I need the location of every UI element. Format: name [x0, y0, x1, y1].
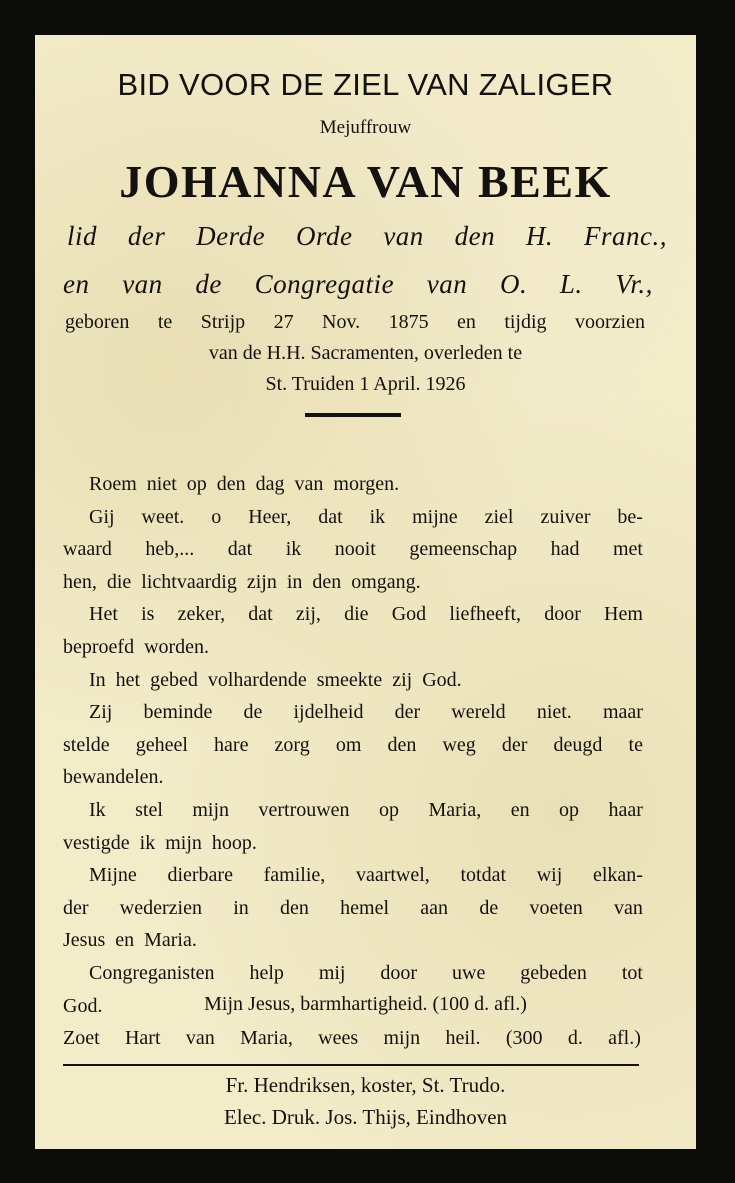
word: dierbare: [167, 864, 233, 887]
word: Maria,: [240, 1027, 293, 1049]
word: van: [426, 269, 468, 299]
verse-line: [89, 669, 643, 692]
word: door: [544, 603, 581, 626]
death-line-1: van de H.H. Sacramenten, overleden te: [208, 342, 523, 364]
word: van: [383, 221, 424, 251]
word: waard: [63, 538, 112, 561]
verse-text: Jesus en Maria.: [63, 929, 197, 952]
word: den: [280, 896, 309, 919]
divider-long: [63, 1064, 639, 1066]
verse-line: [63, 897, 643, 920]
word: voeten: [529, 896, 583, 919]
word: be-: [617, 505, 643, 528]
word: geheel: [135, 733, 188, 756]
word: tot: [621, 962, 643, 984]
word: hemel: [340, 896, 390, 919]
word: der: [501, 733, 528, 756]
word: 1875: [388, 311, 429, 333]
word: heil.: [445, 1027, 481, 1049]
word: Orde: [295, 221, 353, 251]
verse-line: [63, 734, 643, 757]
word: familie,: [263, 864, 326, 887]
word: te: [157, 311, 173, 333]
word: aan: [420, 896, 449, 919]
verse-line: [89, 799, 643, 822]
word: mij: [318, 962, 346, 984]
word: deugd: [553, 733, 603, 756]
word: gebeden: [520, 962, 587, 984]
word: om: [335, 733, 362, 756]
word: Congreganisten: [89, 962, 215, 984]
word: dat: [227, 538, 253, 561]
word: die: [344, 603, 369, 626]
word: der: [63, 896, 89, 919]
word: God: [391, 603, 427, 626]
word: Zoet: [63, 1027, 100, 1049]
word: L.: [559, 269, 583, 299]
word: Het: [89, 603, 118, 626]
word: zorg: [274, 733, 310, 756]
word: weg: [442, 733, 476, 756]
word: voorzien: [574, 311, 645, 333]
word: wereld: [451, 701, 506, 724]
footer-line-1: Fr. Hendriksen, koster, St. Trudo.: [225, 1073, 506, 1097]
word: help: [249, 962, 284, 984]
word: had: [550, 538, 580, 561]
word: zuiver: [540, 505, 591, 528]
word: stelde: [63, 733, 110, 756]
word: de: [479, 896, 499, 919]
word: gemeenschap: [409, 538, 518, 561]
order-line-1: [67, 221, 667, 252]
word: te: [628, 733, 643, 756]
word: Hem: [604, 603, 643, 626]
word: der: [394, 701, 421, 724]
verse-line: [63, 538, 643, 561]
word: den: [454, 221, 496, 251]
word: Nov.: [322, 311, 361, 333]
word: en: [63, 269, 90, 299]
word: met: [613, 538, 643, 561]
word: uwe: [452, 962, 486, 984]
death-line-2: St. Truiden 1 April. 1926: [265, 373, 466, 395]
word: van: [185, 1027, 215, 1049]
word: weet.: [141, 505, 185, 528]
verse-text: God.: [63, 994, 103, 1017]
word: haar: [608, 799, 643, 821]
word: maar: [602, 701, 643, 724]
verse-line: [63, 929, 643, 952]
word: Mijne: [89, 864, 137, 887]
verse-line: [63, 571, 643, 594]
word: beminde: [143, 701, 213, 724]
prayer-line-2: [63, 1027, 641, 1050]
word: Heer,: [248, 505, 292, 528]
divider-short: [305, 413, 401, 417]
word: afl.): [608, 1027, 641, 1049]
word: lid: [67, 221, 98, 251]
order-line-2: [63, 269, 653, 300]
verse-line: [63, 636, 643, 659]
verse-line: [89, 603, 643, 626]
word: (300: [505, 1027, 543, 1049]
word: ijdelheid: [293, 701, 364, 724]
word: dat: [318, 505, 343, 528]
word: de: [195, 269, 222, 299]
verse-line: [63, 766, 643, 789]
word: niet.: [536, 701, 572, 724]
word: elkan-: [592, 864, 643, 887]
word: den: [387, 733, 417, 756]
word: stel: [135, 799, 163, 821]
word: Ik: [89, 799, 106, 821]
word: H.: [525, 221, 554, 251]
memorial-card: [35, 35, 696, 1149]
word: totdat: [460, 864, 507, 887]
word: zeker,: [177, 603, 226, 626]
verse-line: [89, 506, 643, 529]
word: ik: [369, 505, 386, 528]
word: Franc.,: [584, 221, 667, 251]
word: O.: [499, 269, 528, 299]
word: wederzien: [119, 896, 202, 919]
verse-text: hen, die lichtvaardig zijn in den omgang.: [63, 570, 421, 593]
footer-line-2: Elec. Druk. Jos. Thijs, Eindhoven: [223, 1105, 508, 1129]
word: Gij: [89, 505, 115, 528]
word: en: [510, 799, 530, 821]
deceased-name: JOHANNA VAN BEEK: [119, 156, 612, 207]
word: van: [614, 896, 643, 919]
verse-text: vestigde ik mijn hoop.: [63, 831, 257, 854]
verse-line: [89, 701, 643, 724]
verse-line: [63, 832, 643, 855]
word: wij: [536, 864, 563, 887]
honorific: Mejuffrouw: [319, 117, 412, 138]
word: op: [559, 799, 580, 821]
word: o: [211, 505, 222, 528]
word: mijn: [383, 1027, 421, 1049]
verse-text: Roem niet op den dag van morgen.: [89, 473, 400, 495]
word: zij,: [295, 603, 321, 626]
word: Congregatie: [254, 269, 395, 299]
word: heb,...: [145, 538, 195, 561]
word: de: [243, 701, 263, 724]
word: Vr.,: [615, 269, 653, 299]
verse-line: [89, 962, 643, 985]
word: 27: [273, 311, 294, 333]
header-text: BID VOOR DE ZIEL VAN ZALIGER: [117, 67, 614, 102]
word: ik: [285, 538, 302, 561]
word: Derde: [196, 221, 266, 251]
word: van: [122, 269, 163, 299]
word: Zij: [89, 701, 113, 724]
word: mijne: [412, 505, 458, 528]
word: hare: [214, 733, 249, 756]
word: geboren: [65, 311, 130, 333]
word: en: [457, 311, 476, 333]
word: d.: [567, 1027, 583, 1049]
verse-text: In het gebed volhardende smeekte zij God.: [89, 668, 462, 691]
birth-line: [65, 311, 645, 334]
verse-text: bewandelen.: [63, 766, 164, 789]
word: vaartwel,: [355, 864, 430, 887]
word: Strijp: [200, 311, 246, 333]
word: op: [379, 799, 400, 821]
word: Maria,: [428, 799, 482, 821]
word: tijdig: [504, 311, 547, 333]
word: dat: [248, 603, 273, 626]
word: vertrouwen: [258, 799, 350, 821]
word: nooit: [334, 538, 376, 561]
word: liefheeft,: [449, 603, 521, 626]
word: door: [380, 962, 418, 984]
word: is: [141, 603, 155, 626]
word: in: [233, 896, 249, 919]
verse-line: [89, 864, 643, 887]
word: Hart: [124, 1027, 161, 1049]
verse-text: beproefd worden.: [63, 636, 210, 658]
word: der: [127, 221, 166, 251]
word: wees: [318, 1027, 359, 1049]
word: mijn: [192, 799, 230, 821]
prayer-line-1: Mijn Jesus, barmhartigheid. (100 d. afl.): [204, 993, 527, 1015]
word: ziel: [484, 505, 514, 528]
verse-line: [89, 473, 643, 496]
